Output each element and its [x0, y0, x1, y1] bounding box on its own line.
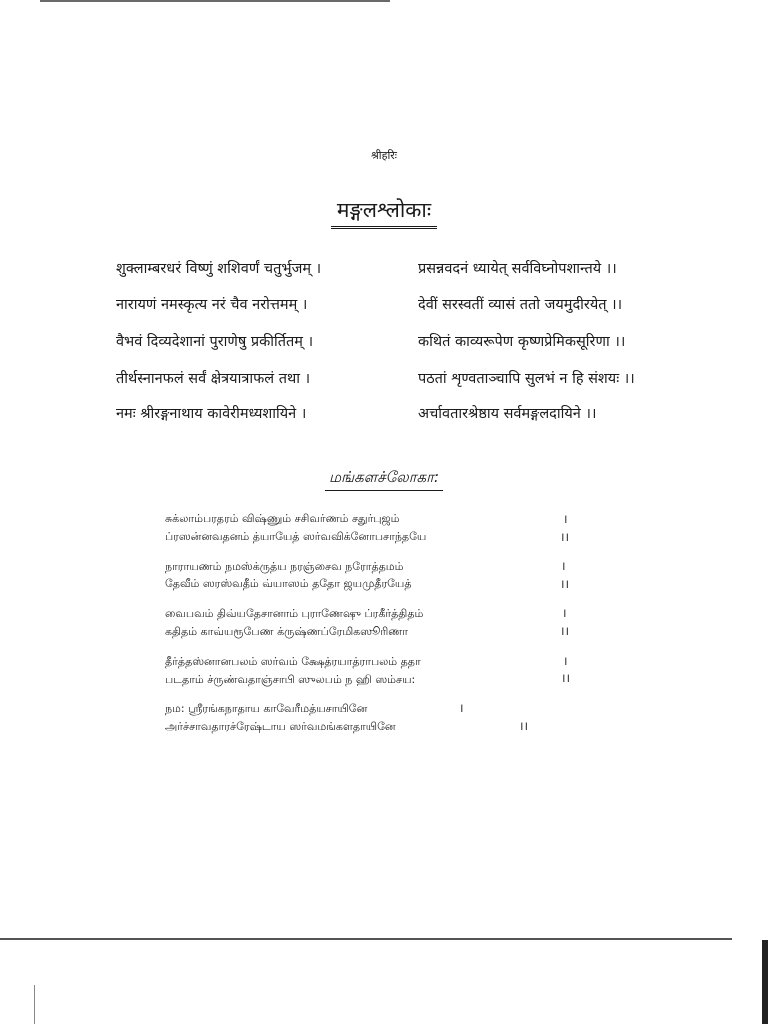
- page-heading: श्रीहरिः: [370, 149, 398, 162]
- tamil-verse-line: அர்ச்சாவதாரச்ரேஷ்டாய ஸர்வமங்களதாயினே: [165, 720, 396, 733]
- scan-border-top: [40, 0, 390, 2]
- tamil-verse-line: சுக்லாம்பரதரம் விஷ்ணும் சசிவர்ணம் சதுர்புஜம்: [165, 512, 400, 525]
- sanskrit-verse-first-half: नारायणं नमस्कृत्य नरं चैव नरोत्तमम् ।: [116, 297, 308, 313]
- tamil-verse-danda: ।: [562, 606, 567, 620]
- tamil-verse-line: நம: ஸ்ரீரங்கநாதாய காவேரீமத்யசாயினே: [165, 702, 368, 715]
- tamil-verse-double-danda: ।।: [560, 577, 570, 591]
- sanskrit-verse-first-half: नमः श्रीरङ्गनाथाय कावेरीमध्यशायिने ।: [116, 406, 307, 422]
- sanskrit-verse: [0, 331, 768, 357]
- tamil-verse-line: கதிதம் காவ்யரூபேண க்ருஷ்ணப்ரேமிகஸூரிணா: [165, 625, 408, 638]
- tamil-verse-double-danda: ।।: [560, 530, 570, 544]
- sanskrit-verse: [0, 294, 768, 320]
- scan-edge-left: [34, 985, 35, 1024]
- sanskrit-verse-second-half: प्रसन्नवदनं ध्यायेत् सर्वविघ्नोपशान्तये ।।: [418, 261, 617, 277]
- sanskrit-verse-second-half: देवीं सरस्वतीं व्यासं ततो जयमुदीरयेत् ।।: [418, 297, 623, 313]
- tamil-verse-double-danda: ।।: [561, 671, 571, 685]
- tamil-verse-double-danda: ।।: [519, 719, 529, 733]
- tamil-title: [0, 468, 768, 491]
- scan-border-bottom: [0, 938, 732, 940]
- sanskrit-verse-second-half: कथितं काव्यरूपेण कृष्णप्रेमिकसूरिणा ।।: [418, 334, 626, 350]
- scan-edge-right: [762, 940, 768, 1024]
- sanskrit-title: [0, 196, 768, 229]
- sanskrit-verse-second-half: अर्चावतारश्रेष्ठाय सर्वमङ्गलदायिने ।।: [418, 406, 597, 422]
- tamil-verse-danda: ।: [459, 701, 464, 715]
- tamil-verse-double-danda: ।।: [560, 624, 570, 638]
- tamil-verse-danda: ।: [561, 559, 566, 573]
- sanskrit-verse: [0, 368, 768, 394]
- sanskrit-verse: [0, 258, 768, 284]
- tamil-verse-line: தீர்த்தஸ்னானபலம் ஸர்வம் க்ஷேத்ரயாத்ராபலம் ததா: [165, 655, 421, 668]
- tamil-verse-danda: ।: [563, 512, 568, 526]
- tamil-title-text: மங்களச்லோகா:: [325, 468, 443, 491]
- tamil-verse-line: படதாம் ச்ருண்வதாஞ்சாபி ஸுலபம் ந ஹி ஸம்சய:: [165, 673, 416, 686]
- tamil-verse-line: தேவீம் ஸரஸ்வதீம் வ்யாஸம் ததோ ஜயமுதீரயேத்: [165, 577, 412, 590]
- tamil-verse-line: ப்ரஸன்னவதனம் த்யாயேத் ஸர்வவிக்னோபசாந்தயே: [165, 530, 427, 543]
- sanskrit-verse-first-half: शुक्लाम्बरधरं विष्णुं शशिवर्णं चतुर्भुजम् ।: [116, 261, 322, 277]
- sanskrit-verse-first-half: तीर्थस्नानफलं सर्वं क्षेत्रयात्राफलं तथा ।: [116, 371, 311, 387]
- sanskrit-verse-second-half: पठतां शृण्वताञ्चापि सुलभं न हि संशयः ।।: [418, 371, 635, 387]
- sanskrit-verse-first-half: वैभवं दिव्यदेशानां पुराणेषु प्रकीर्तितम् ।: [116, 334, 314, 350]
- tamil-verse-line: வைபவம் திவ்யதேசானாம் புராணேஷு ப்ரகீர்த்திதம்: [165, 607, 424, 620]
- tamil-verse-danda: ।: [563, 654, 568, 668]
- tamil-verse-line: நாராயணம் நமஸ்க்ருத்ய நரஞ்சைவ நரோத்தமம்: [165, 560, 404, 573]
- sanskrit-title-text: मङ्गलश्लोकाः: [331, 196, 437, 229]
- sanskrit-verse: [0, 403, 768, 429]
